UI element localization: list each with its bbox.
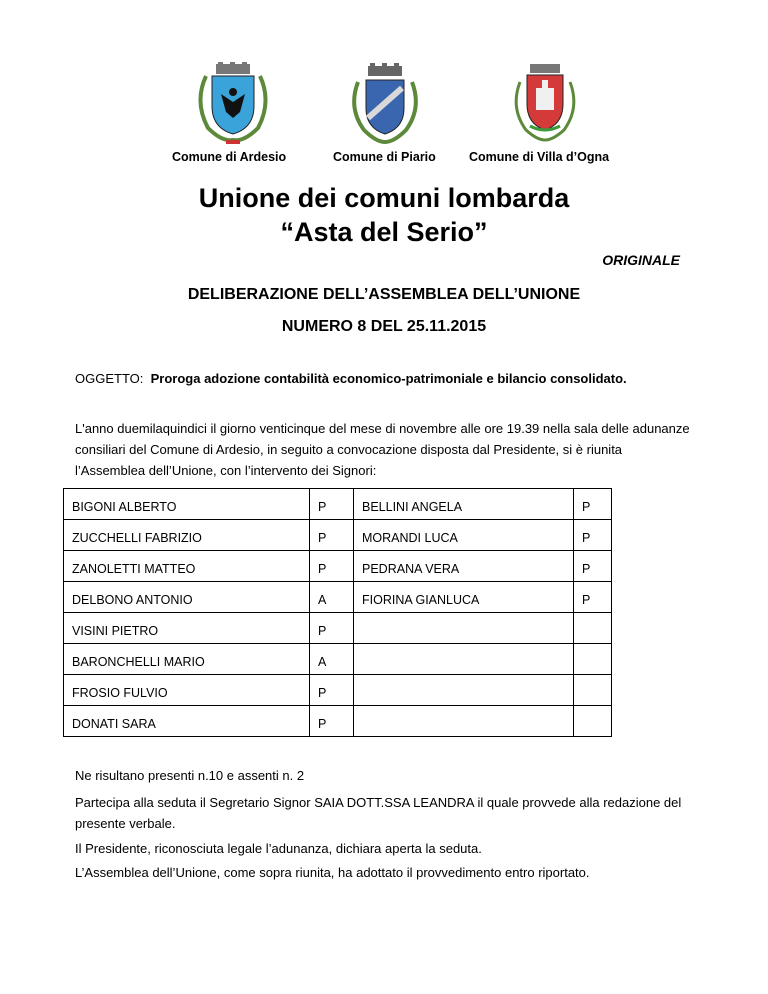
member-name: ZUCCHELLI FABRIZIO [64,520,310,551]
member-name [354,613,574,644]
member-status [574,613,612,644]
member-status: P [310,706,354,737]
member-status: P [310,520,354,551]
member-status: P [574,551,612,582]
member-name: VISINI PIETRO [64,613,310,644]
member-name [354,706,574,737]
president-paragraph: Il Presidente, riconosciuta legale l’adunanza, dichiara aperta la seduta. [75,841,482,856]
table-row [64,520,612,551]
number-heading: NUMERO 8 DEL 25.11.2015 [281,318,487,335]
member-name: FROSIO FULVIO [64,675,310,706]
table-row [64,644,612,675]
original-label: ORIGINALE [602,252,680,268]
subject-line [75,371,627,386]
subject-text: Proroga adozione contabilità economico-patrimoniale e bilancio consolidato. [150,371,627,386]
table-row [64,675,612,706]
member-name [354,675,574,706]
piario-crest-icon [340,62,430,147]
ardesio-crest-icon [188,62,278,147]
member-status: P [574,582,612,613]
member-status: P [310,613,354,644]
member-name: FIORINA GIANLUCA [354,582,574,613]
member-status: P [310,551,354,582]
intro-paragraph: L'anno duemilaquindici il giorno venticinque del mese di novembre alle ore 19.39 nella sala delle adunanze consiliari del Comune di Ardesio, in seguito a convocazione disposta dal Presidente, si è riunita l’Assemblea dell’Unione, con l’intervento dei Signori: [75,421,690,478]
summary-present: Ne risultano presenti n.10 e assenti n. 2 [75,768,305,783]
member-name: BELLINI ANGELA [354,489,574,520]
member-status [574,644,612,675]
member-status: A [310,644,354,675]
member-name: ZANOLETTI MATTEO [64,551,310,582]
table-row [64,613,612,644]
attendance-table [63,488,612,737]
member-status: P [310,675,354,706]
member-status: P [574,520,612,551]
union-title-line2: “Asta del Serio” [280,217,488,247]
deliberation-heading: DELIBERAZIONE DELL’ASSEMBLEA DELL’UNIONE [187,286,581,303]
crest-label-villa-dogna: Comune di Villa d’Ogna [469,150,610,164]
crest-label-ardesio: Comune di Ardesio [172,150,287,164]
member-status [574,706,612,737]
assembly-paragraph: L’Assemblea dell’Unione, come sopra riunita, ha adottato il provvedimento entro riportato. [75,865,590,880]
table-row [64,489,612,520]
villa-dogna-crest-icon [500,62,590,147]
member-status: P [310,489,354,520]
member-status [574,675,612,706]
member-status: A [310,582,354,613]
member-name: PEDRANA VERA [354,551,574,582]
subject-label: OGGETTO: [75,371,144,386]
crest-label-piario: Comune di Piario [333,150,436,164]
secretary-paragraph: Partecipa alla seduta il Segretario Signor SAIA DOTT.SSA LEANDRA il quale provvede alla redazione del presente verbale. [75,795,682,831]
member-status: P [574,489,612,520]
member-name: DONATI SARA [64,706,310,737]
member-name: BIGONI ALBERTO [64,489,310,520]
member-name: BARONCHELLI MARIO [64,644,310,675]
member-name: MORANDI LUCA [354,520,574,551]
table-row [64,582,612,613]
table-row [64,706,612,737]
member-name [354,644,574,675]
table-row [64,551,612,582]
member-name: DELBONO ANTONIO [64,582,310,613]
union-title-line1: Unione dei comuni lombarda [198,183,570,213]
